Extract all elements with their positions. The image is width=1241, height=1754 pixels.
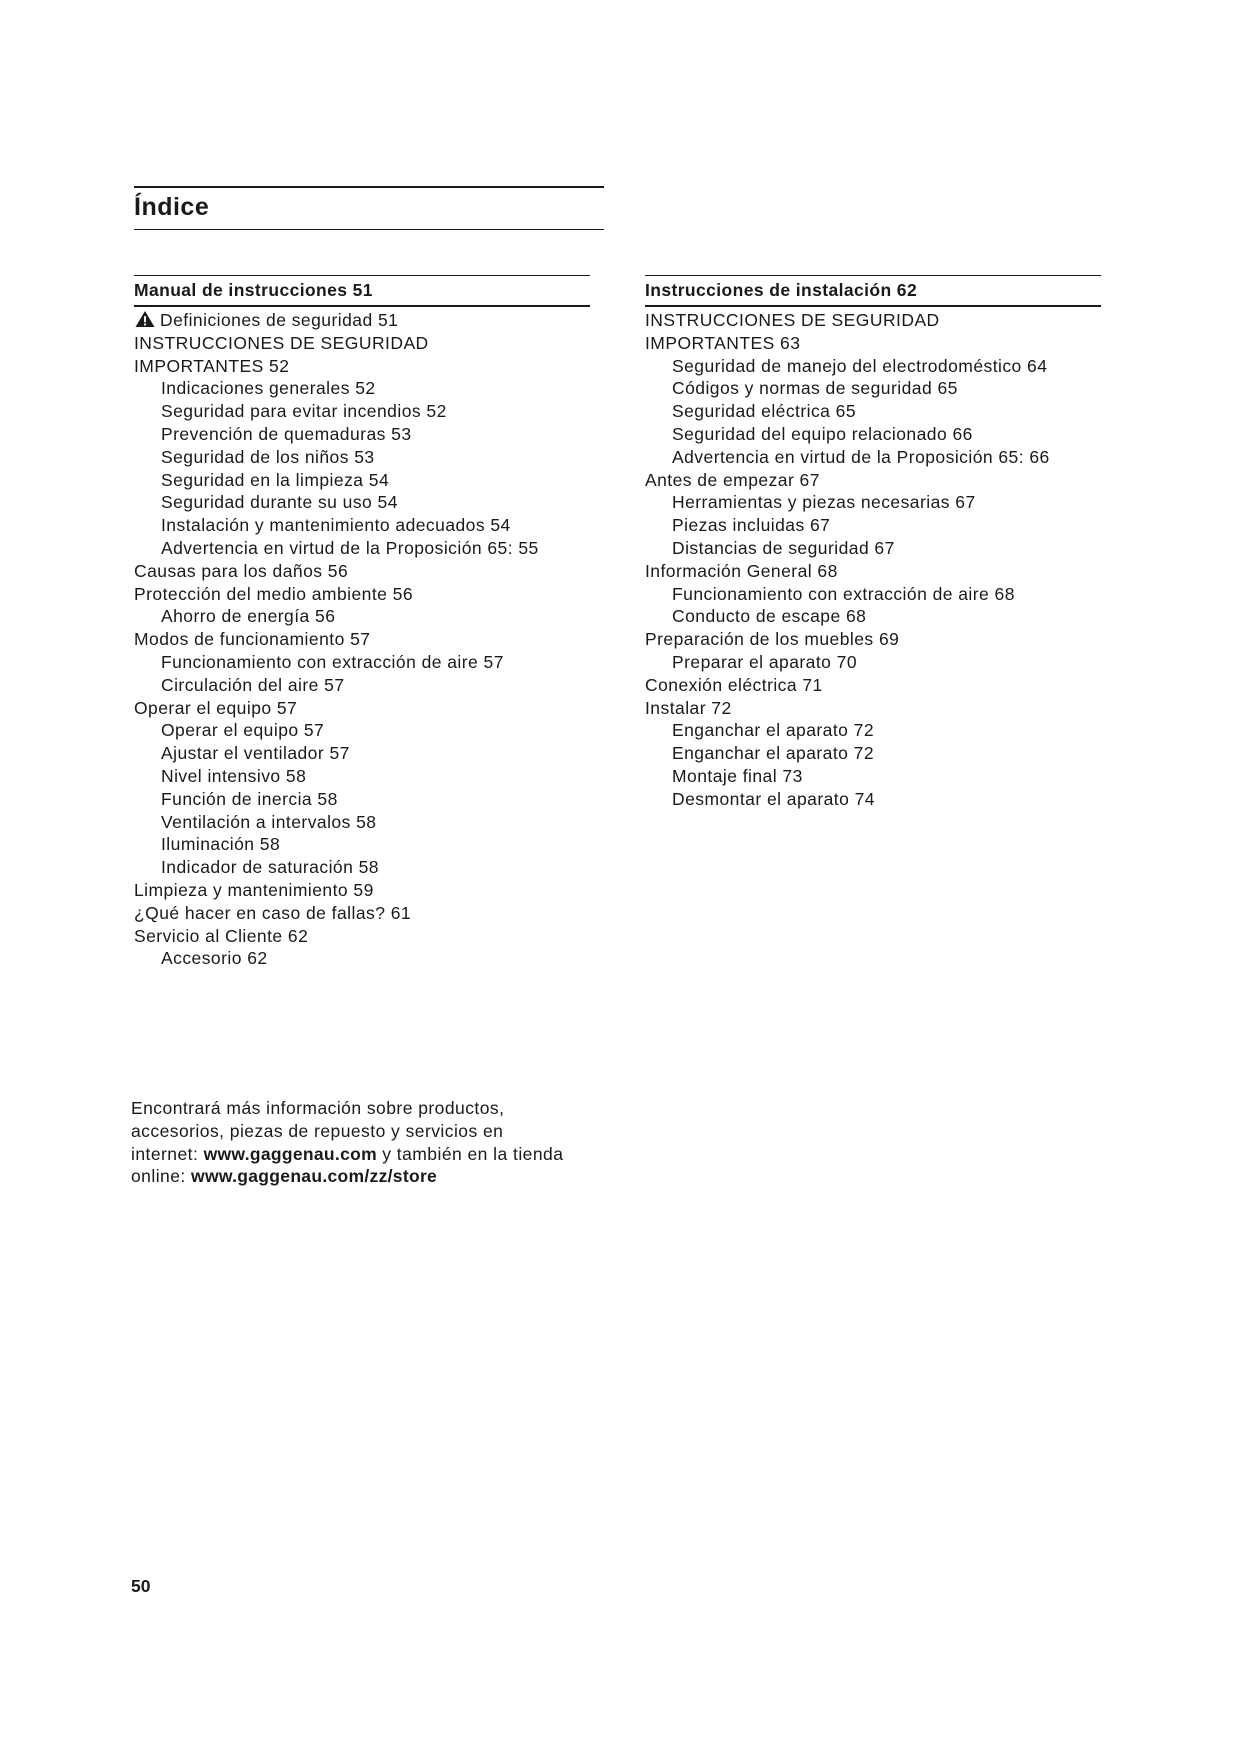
toc-entry-label: Montaje final 73 bbox=[672, 765, 803, 786]
website-link[interactable]: www.gaggenau.com bbox=[203, 1143, 377, 1164]
toc-entry-label: Ventilación a intervalos 58 bbox=[161, 811, 377, 832]
toc-entry bbox=[134, 628, 590, 651]
toc-entry bbox=[645, 491, 1101, 514]
toc-entry-label: Circulación del aire 57 bbox=[161, 674, 345, 695]
toc-entry bbox=[645, 537, 1101, 560]
toc-entry-label: Función de inercia 58 bbox=[161, 788, 338, 809]
toc-entry bbox=[134, 355, 590, 378]
toc-entry bbox=[134, 309, 590, 332]
info-line-3-prefix: internet: bbox=[131, 1143, 204, 1164]
toc-entry bbox=[645, 583, 1101, 606]
toc-entry bbox=[645, 355, 1101, 378]
toc-entry-label: Preparar el aparato 70 bbox=[672, 651, 858, 672]
toc-entry-label: Iluminación 58 bbox=[161, 834, 281, 855]
toc-entry-label: Antes de empezar 67 bbox=[645, 469, 820, 490]
toc-entry-label: Seguridad de manejo del electrodoméstico 64 bbox=[672, 355, 1048, 376]
toc-entry-label: Distancias de seguridad 67 bbox=[672, 537, 895, 558]
toc-entry bbox=[134, 765, 590, 788]
toc-entry-label: Limpieza y mantenimiento 59 bbox=[134, 879, 374, 900]
toc-entry-label: Indicador de saturación 58 bbox=[161, 857, 379, 878]
toc-entry-label: Advertencia en virtud de la Proposición 65: 66 bbox=[672, 446, 1050, 467]
toc-entry bbox=[134, 469, 590, 492]
toc-entry bbox=[134, 788, 590, 811]
toc-entry-label: Causas para los daños 56 bbox=[134, 560, 349, 581]
info-line-1: Encontrará más información sobre productos, bbox=[131, 1098, 505, 1118]
toc-entry-label: Funcionamiento con extracción de aire 68 bbox=[672, 583, 1015, 604]
column-rule-under bbox=[134, 305, 590, 307]
toc-entry bbox=[134, 332, 590, 355]
title-block bbox=[134, 186, 604, 230]
toc-entry-label: Operar el equipo 57 bbox=[134, 697, 298, 718]
column-rule-under bbox=[645, 305, 1101, 307]
toc-entry-label: Funcionamiento con extracción de aire 57 bbox=[161, 651, 504, 672]
toc-entry-label: Advertencia en virtud de la Proposición 65: 55 bbox=[161, 537, 539, 558]
toc-entry-label: Códigos y normas de seguridad 65 bbox=[672, 378, 958, 399]
info-paragraph bbox=[131, 1097, 611, 1188]
toc-entry bbox=[645, 605, 1101, 628]
toc-entry-label: IMPORTANTES 63 bbox=[645, 332, 801, 353]
toc-entry-label: Servicio al Cliente 62 bbox=[134, 925, 309, 946]
toc-entry-label: Seguridad eléctrica 65 bbox=[672, 401, 857, 422]
toc-entry bbox=[645, 674, 1101, 697]
info-line-4-prefix: online: bbox=[131, 1166, 192, 1187]
toc-entry-label: Conexión eléctrica 71 bbox=[645, 674, 823, 695]
toc-entry-label: IMPORTANTES 52 bbox=[134, 355, 290, 376]
toc-entry bbox=[134, 925, 590, 948]
toc-entry bbox=[645, 332, 1101, 355]
toc-entry bbox=[134, 605, 590, 628]
toc-entry bbox=[645, 469, 1101, 492]
toc-list-left bbox=[134, 309, 590, 970]
toc-entry bbox=[134, 742, 590, 765]
toc-entry-label: Preparación de los muebles 69 bbox=[645, 629, 900, 650]
toc-entry-label: Definiciones de seguridad 51 bbox=[160, 310, 399, 330]
toc-entry-label: Seguridad de los niños 53 bbox=[161, 446, 375, 467]
toc-entry-label: Piezas incluidas 67 bbox=[672, 515, 831, 536]
toc-entry bbox=[645, 765, 1101, 788]
toc-entry-label: Modos de funcionamiento 57 bbox=[134, 629, 371, 650]
toc-entry bbox=[134, 947, 590, 970]
toc-entry-label: ¿Qué hacer en caso de fallas? 61 bbox=[134, 902, 412, 923]
toc-entry-label: INSTRUCCIONES DE SEGURIDAD bbox=[134, 332, 429, 353]
toc-entry-label: Ahorro de energía 56 bbox=[161, 606, 336, 627]
toc-entry bbox=[134, 583, 590, 606]
toc-entry bbox=[134, 697, 590, 720]
toc-entry-label: Enganchar el aparato 72 bbox=[672, 743, 875, 764]
toc-entry bbox=[645, 560, 1101, 583]
info-line-3-suffix: y también en la tienda bbox=[376, 1143, 564, 1164]
toc-entry bbox=[645, 446, 1101, 469]
toc-column-right bbox=[645, 275, 1101, 811]
toc-entry bbox=[645, 377, 1101, 400]
toc-entry-label: Ajustar el ventilador 57 bbox=[161, 743, 350, 764]
toc-entry-label: Prevención de quemaduras 53 bbox=[161, 423, 412, 444]
toc-entry bbox=[645, 309, 1101, 332]
toc-entry bbox=[134, 491, 590, 514]
toc-entry bbox=[134, 400, 590, 423]
title-rule-bottom bbox=[134, 229, 604, 230]
toc-entry bbox=[134, 811, 590, 834]
toc-entry bbox=[134, 651, 590, 674]
toc-heading-right: Instrucciones de instalación 62 bbox=[645, 280, 918, 300]
toc-entry bbox=[134, 856, 590, 879]
toc-entry bbox=[134, 377, 590, 400]
toc-entry bbox=[645, 628, 1101, 651]
toc-entry-label: Herramientas y piezas necesarias 67 bbox=[672, 492, 976, 513]
warning-icon bbox=[134, 310, 156, 328]
toc-entry-label: Seguridad durante su uso 54 bbox=[161, 492, 398, 513]
store-link[interactable]: www.gaggenau.com/zz/store bbox=[191, 1166, 438, 1187]
toc-entry bbox=[645, 400, 1101, 423]
toc-entry-label: INSTRUCCIONES DE SEGURIDAD bbox=[645, 310, 940, 330]
toc-entry-label: Indicaciones generales 52 bbox=[161, 378, 376, 399]
toc-entry-label: Seguridad en la limpieza 54 bbox=[161, 469, 390, 490]
info-line-2: accesorios, piezas de repuesto y servicios en bbox=[131, 1120, 504, 1141]
toc-entry-label: Operar el equipo 57 bbox=[161, 720, 325, 741]
page-number: 50 bbox=[131, 1576, 151, 1596]
toc-entry bbox=[645, 514, 1101, 537]
toc-entry bbox=[134, 879, 590, 902]
toc-entry bbox=[645, 651, 1101, 674]
toc-entry bbox=[645, 719, 1101, 742]
toc-entry-label: Seguridad del equipo relacionado 66 bbox=[672, 423, 973, 444]
toc-column-left bbox=[134, 275, 590, 970]
toc-entry bbox=[134, 537, 590, 560]
page-title: Índice bbox=[134, 193, 210, 221]
toc-entry-label: Conducto de escape 68 bbox=[672, 606, 867, 627]
toc-entry-label: Seguridad para evitar incendios 52 bbox=[161, 401, 447, 422]
toc-entry bbox=[645, 423, 1101, 446]
toc-entry bbox=[134, 560, 590, 583]
toc-entry-label: Información General 68 bbox=[645, 560, 838, 581]
toc-entry bbox=[134, 446, 590, 469]
toc-entry-label: Protección del medio ambiente 56 bbox=[134, 583, 414, 604]
toc-entry-label: Desmontar el aparato 74 bbox=[672, 788, 875, 809]
toc-entry-label: Enganchar el aparato 72 bbox=[672, 720, 875, 741]
toc-entry bbox=[134, 674, 590, 697]
toc-entry-label: Nivel intensivo 58 bbox=[161, 765, 307, 786]
toc-entry bbox=[645, 742, 1101, 765]
toc-entry bbox=[645, 788, 1101, 811]
toc-entry-label: Instalación y mantenimiento adecuados 54 bbox=[161, 515, 511, 536]
toc-list-right bbox=[645, 309, 1101, 811]
toc-heading-left: Manual de instrucciones 51 bbox=[134, 280, 373, 300]
toc-entry bbox=[645, 697, 1101, 720]
toc-entry bbox=[134, 719, 590, 742]
toc-entry-label: Instalar 72 bbox=[645, 697, 732, 718]
toc-entry bbox=[134, 423, 590, 446]
toc-entry-label: Accesorio 62 bbox=[161, 948, 268, 969]
toc-entry bbox=[134, 902, 590, 925]
toc-entry bbox=[134, 833, 590, 856]
toc-entry bbox=[134, 514, 590, 537]
